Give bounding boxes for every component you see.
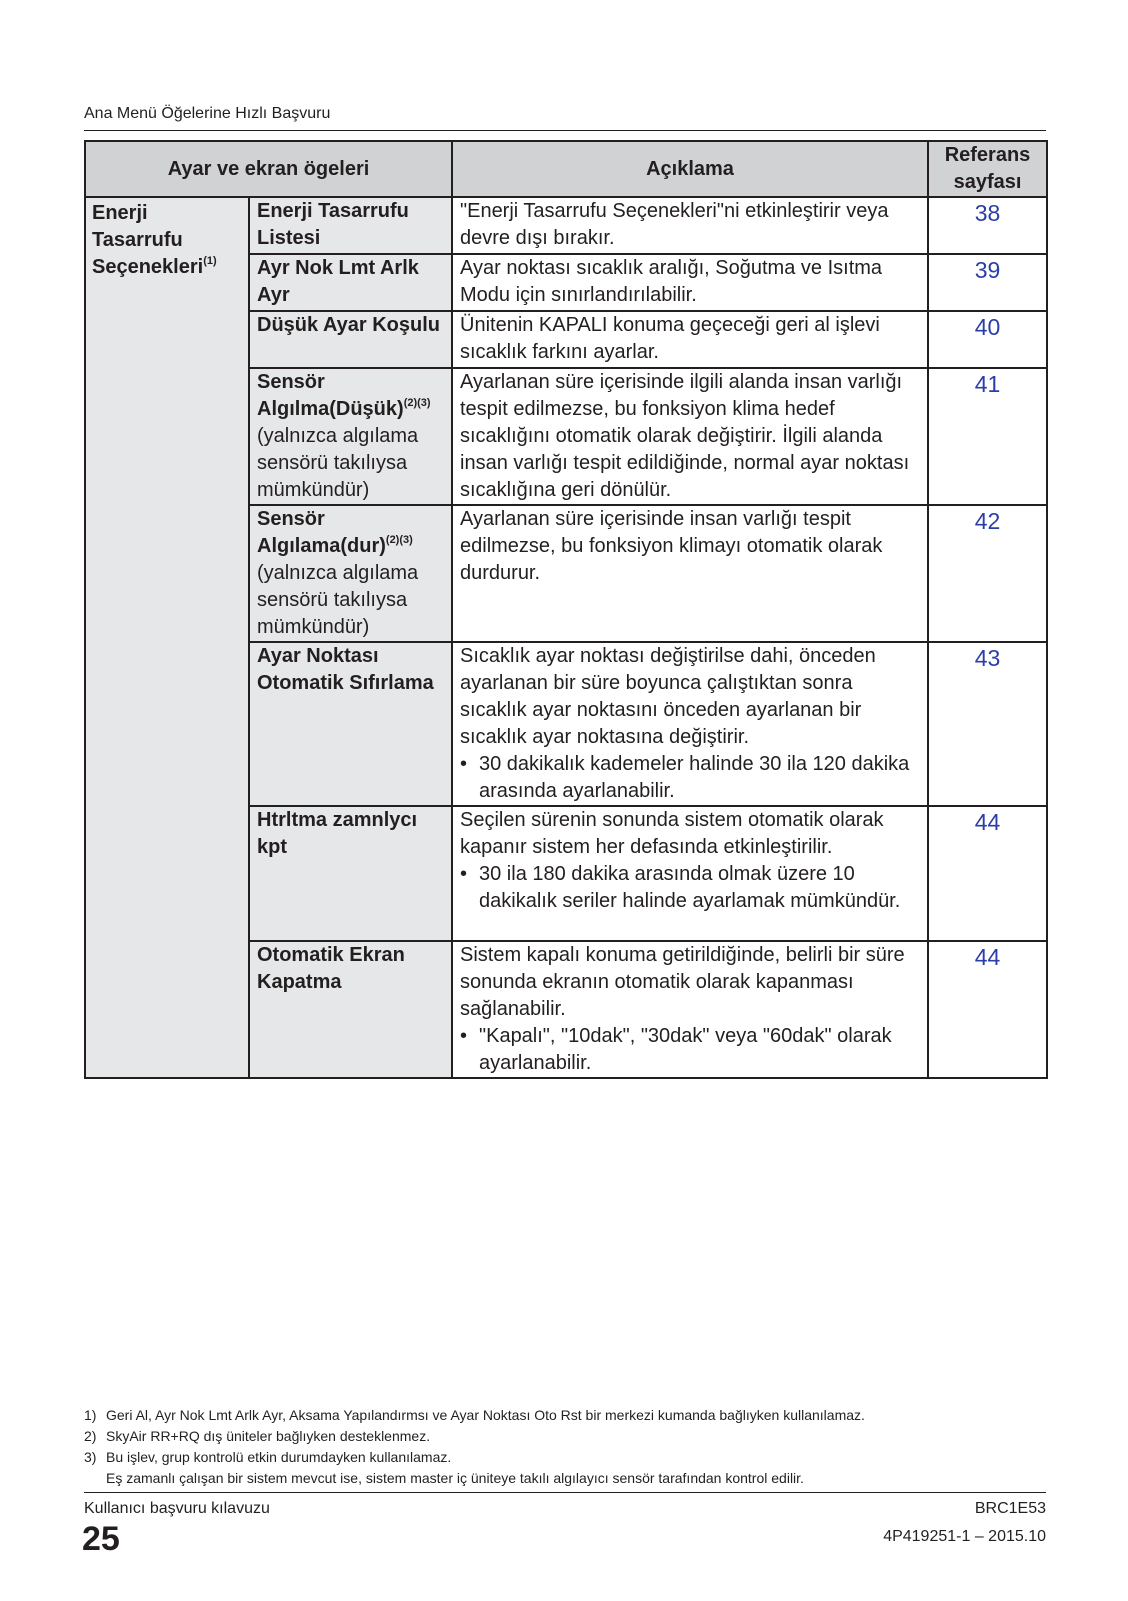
reference-page-link[interactable]: 44 xyxy=(928,806,1047,941)
item-description: Sistem kapalı konuma getirildiğinde, belirli bir süre sonunda ekranın otomatik olarak kapanması sağlanabilir. • "Kapalı", "10dak", "30dak" veya "60dak" olarak ayarlanabilir. xyxy=(452,941,928,1078)
item-description: Ünitenin KAPALI konuma geçeceği geri al işlevi sıcaklık farkını ayarlar. xyxy=(452,311,928,368)
menu-item-name: Ayar Noktası Otomatik Sıfırlama xyxy=(249,642,452,806)
group-label-energy-saving: Enerji Tasarrufu Seçenekleri$^{(1)}$ xyxy=(85,197,249,1078)
bullet-item: • 30 dakikalık kademeler halinde 30 ila 120 dakika arasında ayarlanabilir. xyxy=(460,753,910,802)
item-description: Ayarlanan süre içerisinde ilgili alanda insan varlığı tespit edilmezse, bu fonksiyon klima hedef sıcaklığını otomatik olarak değiştirir. İlgili alanda insan varlığı tespit edildiğinde, normal ayar noktası sıcaklığına geri dönülür. xyxy=(452,368,928,505)
menu-item-name: Ayr Nok Lmt Arlk Ayr xyxy=(249,254,452,311)
bottom-divider xyxy=(84,1492,1046,1493)
item-note: (yalnızca algılama sensörü takılıysa mümkündür) xyxy=(257,562,419,638)
item-description: Ayar noktası sıcaklık aralığı, Soğutma ve Isıtma Modu için sınırlandırılabilir. xyxy=(452,254,928,311)
menu-item-name: Düşük Ayar Koşulu xyxy=(249,311,452,368)
menu-item-name: Sensör Algılama(dur)$^{(2)(3)}$ (yalnızca algılama sensörü takılıysa mümkündür) xyxy=(249,505,452,642)
document-code: 4P419251-1 – 2015.10 xyxy=(883,1528,1046,1545)
item-note: (yalnızca algılama sensörü takılıysa mümkündür) xyxy=(257,425,419,501)
table-row xyxy=(85,197,1047,254)
item-description: "Enerji Tasarrufu Seçenekleri"ni etkinleştirir veya devre dışı bırakır. xyxy=(452,197,928,254)
model-number: BRC1E53 xyxy=(974,1500,1046,1517)
footnote: 1) Geri Al, Ayr Nok Lmt Arlk Ayr, Aksama Yapılandırmsı ve Ayar Noktası Oto Rst bir merkezi kumanda bağlıyken kullanılamaz. xyxy=(84,1407,865,1423)
item-description: Seçilen sürenin sonunda sistem otomatik olarak kapanır sistem her defasında etkinleştirilir. • 30 ila 180 dakika arasında olmak üzere 10 dakikalık seriler halinde ayarlamak mümkündür. xyxy=(452,806,928,941)
reference-page-link[interactable]: 38 xyxy=(928,197,1047,254)
bullet-item: • "Kapalı", "10dak", "30dak" veya "60dak" olarak ayarlanabilir. xyxy=(460,1025,892,1074)
manual-title: Kullanıcı başvuru kılavuzu xyxy=(84,1500,270,1517)
reference-page-link[interactable]: 42 xyxy=(928,505,1047,642)
column-header-reference-page: Referans sayfası xyxy=(928,141,1047,197)
column-header-description: Açıklama xyxy=(452,141,928,197)
reference-page-link[interactable]: 41 xyxy=(928,368,1047,505)
footnote-marker: (1) xyxy=(203,255,217,267)
item-description: Ayarlanan süre içerisinde insan varlığı tespit edilmezse, bu fonksiyon klimayı otomatik olarak durdurur. xyxy=(452,505,928,642)
menu-item-name: Enerji Tasarrufu Listesi xyxy=(249,197,452,254)
item-description: Sıcaklık ayar noktası değiştirilse dahi, önceden ayarlanan bir süre boyunca çalıştıktan sonra sıcaklık ayar noktasını önceden ayarlanan bir sıcaklık ayar noktasına değiştirir. • 30 dakikalık kademeler halinde 30 ila 120 dakika arasında ayarlanabilir. xyxy=(452,642,928,806)
column-header-items: Ayar ve ekran ögeleri xyxy=(85,141,452,197)
table-header-row xyxy=(85,141,1047,197)
section-title: Ana Menü Öğelerine Hızlı Başvuru xyxy=(84,105,331,122)
footnote: 2) SkyAir RR+RQ dış üniteler bağlıyken desteklenmez. xyxy=(84,1428,431,1444)
menu-item-name: Otomatik Ekran Kapatma xyxy=(249,941,452,1078)
bullet-item: • 30 ila 180 dakika arasında olmak üzere 10 dakikalık seriler halinde ayarlamak mümkündür. xyxy=(460,863,901,912)
footnotes xyxy=(84,1405,1044,1489)
menu-item-name: Sensör Algılma(Düşük)$^{(2)(3)}$ (yalnızca algılama sensörü takılıysa mümkündür) xyxy=(249,368,452,505)
top-divider xyxy=(84,130,1046,131)
page-number: 25 xyxy=(82,1520,120,1558)
reference-page-link[interactable]: 39 xyxy=(928,254,1047,311)
footnote: 3) Bu işlev, grup kontrolü etkin durumdayken kullanılamaz. xyxy=(84,1449,452,1465)
reference-page-link[interactable]: 43 xyxy=(928,642,1047,806)
footnote: Eş zamanlı çalışan bir sistem mevcut ise, sistem master iç üniteye takılı algılayıcı sensör tarafından kontrol edilir. xyxy=(106,1470,804,1486)
reference-page-link[interactable]: 44 xyxy=(928,941,1047,1078)
reference-page-link[interactable]: 40 xyxy=(928,311,1047,368)
menu-item-name: Htrltma zamnlycı kpt xyxy=(249,806,452,941)
quick-reference-table xyxy=(84,140,1048,1079)
